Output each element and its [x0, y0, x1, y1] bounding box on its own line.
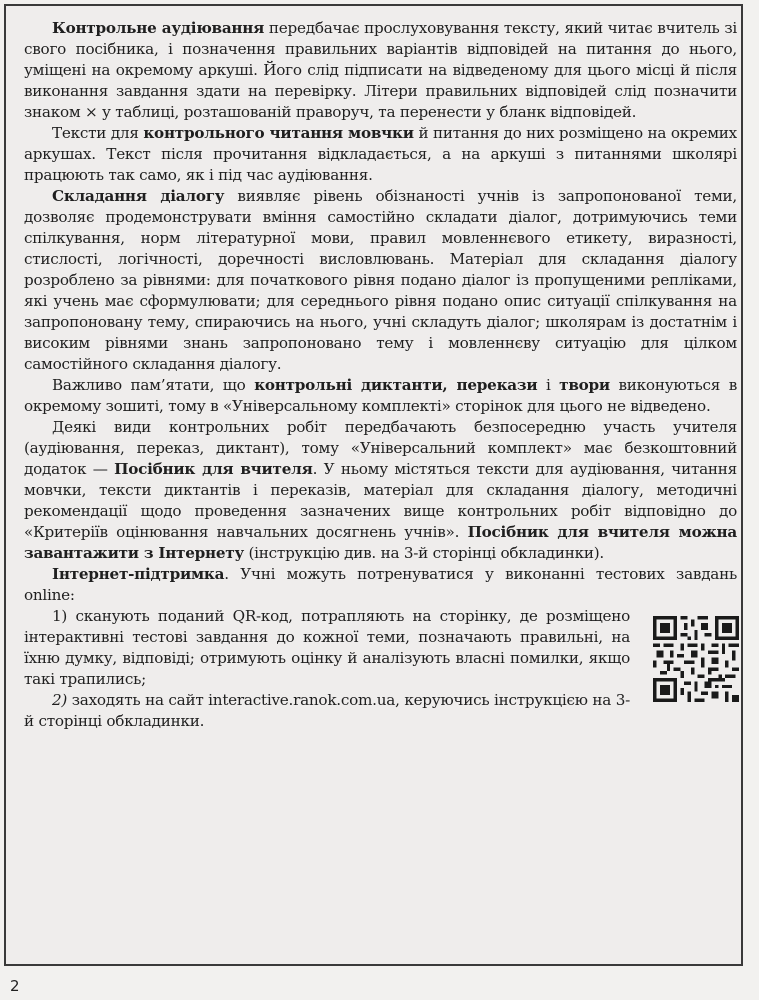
term-teacher-guide: Посібник для вчителя: [114, 460, 313, 478]
term-dialogue: Складання діалогу: [52, 187, 225, 205]
paragraph-text: і: [537, 376, 560, 394]
paragraph-text: передбачає прослуховування тексту, який читає вчитель зі свого посібника, і позначення правильних варіантів відповідей на питання до нього, уміщені на окремому аркуші. Його слід підписати на відведеному для цього місці й після виконання завдання здати на перевірку. Літери правильних відповідей слід позначити знаком × у таблиці, розташованій праворуч, та перенести у бланк відповідей.: [24, 19, 737, 121]
paragraph-dialogue: [24, 186, 737, 375]
paragraph-text: . У ньому містяться тексти для аудіювання, читання мовчки, тексти диктантів і переказів, матеріал для складання діалогу, методичні рекомендації щодо проведення зазначених вище контрольних робіт відповідно до «Критеріїв оцінювання навчальних досягнень учнів».: [24, 460, 738, 541]
paragraph-listening: [24, 18, 737, 123]
term-download-guide: Посібник для вчителя можна завантажити з Інтернету: [24, 523, 737, 562]
list-item-website: [24, 690, 630, 732]
paragraph-silent-reading: [24, 123, 737, 186]
paragraph-text: заходять на сайт interactive.ranok.com.ua, керуючись інструкцією на 3-й сторінці обкладинки.: [24, 691, 630, 730]
paragraph-text: виявляє рівень обізнаності учнів із запропонованої теми, дозволяє продемонструвати вміння самостійно складати діалог, дотримуючись теми спілкування, норм літературної мови, правил мовленнєвого етикету, виразності, стислості, логічності, доречності висловлювань. Матеріал для складання діалогу розроблено за рівнями: для початкового рівня подано діалог із пропущеними репліками, які учень має сформулювати; для середнього рівня подано опис ситуації спілкування на запропоновану тему, спираючись на нього, учні складуть діалог; школярам із достатнім і високим рівнями знань запропоновано тему і мовленнєву ситуацію для цілком самостійного складання діалогу.: [24, 187, 737, 373]
paragraph-text: Важливо пам’ятати, що: [52, 376, 255, 394]
paragraph-text: виконуються в окремому зошиті, тому в «Універсальному комплекті» сторінок для цього не відведено.: [24, 376, 738, 415]
paragraph-internet-support: [24, 564, 737, 606]
qr-section: [24, 606, 737, 732]
list-marker: 2): [52, 691, 68, 709]
page-number: 2: [10, 977, 20, 995]
term-silent-reading: контрольного читання мовчки: [143, 124, 414, 142]
paragraph-text: й питання до них розміщено на окремих аркушах. Текст після прочитання відкладається, а на аркуші з питаннями школярі працюють так само, як і під час аудіювання.: [24, 124, 737, 184]
page-content: [24, 18, 737, 732]
paragraph-text: Тексти для: [52, 124, 144, 142]
term-listening: Контрольне аудіювання: [52, 19, 265, 37]
page-frame: [4, 4, 743, 966]
term-internet-support: Інтернет-підтримка: [52, 565, 225, 583]
qr-code-icon[interactable]: [653, 616, 739, 702]
term-essays: твори: [559, 376, 610, 394]
paragraph-text: . Учні можуть потренуватися у виконанні тестових завдань online:: [24, 565, 737, 604]
paragraph-dictations: [24, 375, 737, 417]
paragraph-text: (інструкцію див. на 3-й сторінці обкладинки).: [243, 544, 604, 562]
term-dictations: контрольні диктанти, перекази: [254, 376, 538, 394]
paragraph-text: Деякі види контрольних робіт передбачають безпосередню участь учителя (аудіювання, переказ, диктант), тому «Універсальний комплект» має безкоштовний додаток —: [24, 418, 737, 478]
paragraph-teacher-guide: [24, 417, 737, 564]
qr-instructions: [24, 606, 630, 732]
list-item-scan-qr: 1) сканують поданий QR-код, потрапляють на сторінку, де розміщено інтерактивні тестові завдання до кожної теми, позначають правильні, на їхню думку, відповіді; отримують оцінку й аналізують власні помилки, якщо такі трапились;: [24, 607, 630, 688]
